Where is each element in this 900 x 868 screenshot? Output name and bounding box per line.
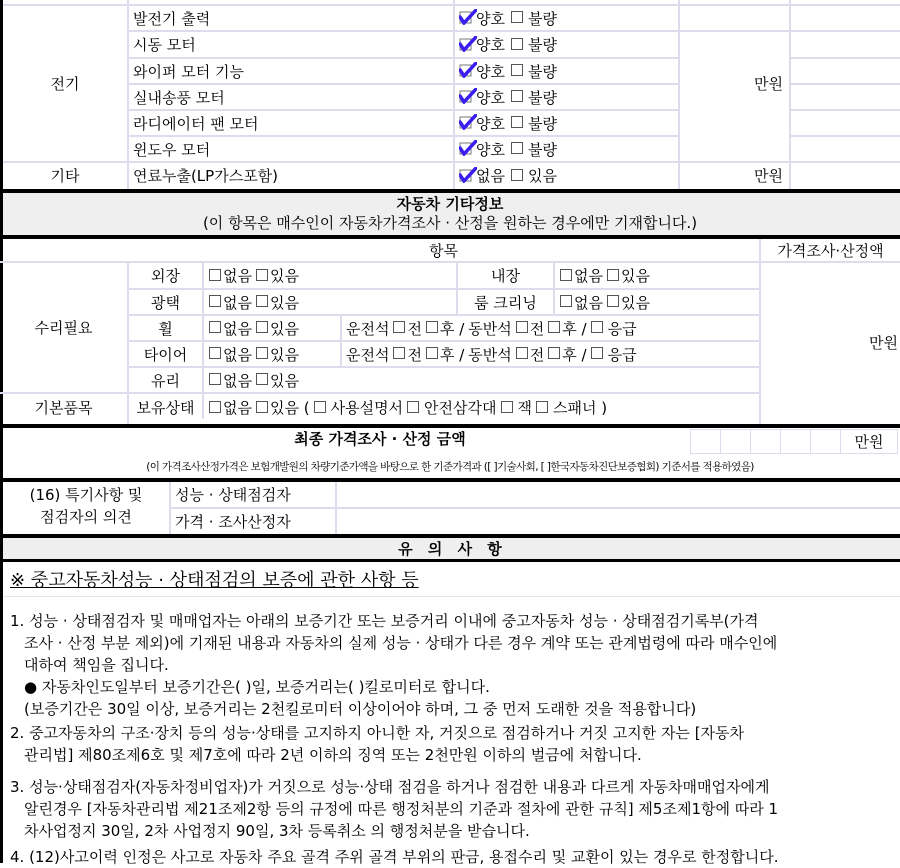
note-line: 대하여 책임을 집니다. bbox=[24, 656, 169, 674]
opinion-label-line1: (16) 특기사항 및 bbox=[29, 486, 143, 504]
option-exists: 있음 bbox=[269, 371, 299, 390]
checkbox[interactable] bbox=[607, 269, 619, 281]
condition-options bbox=[455, 32, 678, 57]
checkbox[interactable] bbox=[591, 347, 603, 359]
option-exists: 있음 bbox=[269, 267, 299, 285]
checked-checkbox[interactable] bbox=[459, 62, 475, 78]
unchecked-checkbox[interactable] bbox=[511, 142, 523, 154]
final-price-digit-boxes bbox=[690, 429, 900, 454]
checkbox[interactable] bbox=[256, 373, 268, 385]
checkbox[interactable] bbox=[393, 321, 405, 333]
option-good: 양호 bbox=[476, 9, 505, 28]
item-label: 와이퍼 모터 기능 bbox=[133, 62, 244, 81]
condition-options bbox=[455, 6, 678, 30]
glass-options bbox=[204, 368, 454, 392]
checkbox[interactable] bbox=[516, 347, 528, 359]
checkbox[interactable] bbox=[591, 321, 603, 333]
condition-options bbox=[455, 111, 678, 135]
item-label: 라디에이터 팬 모터 bbox=[133, 114, 259, 133]
electric-section bbox=[0, 0, 900, 190]
exterior-label: 외장 bbox=[151, 267, 180, 285]
final-price-unit: 만원 bbox=[840, 429, 898, 454]
option-bad: 불량 bbox=[527, 62, 557, 81]
checkbox[interactable] bbox=[426, 321, 438, 333]
final-price-title: 최종 가격조사 · 산정 금액 bbox=[294, 429, 466, 448]
driver-seat-label: 운전석 bbox=[346, 345, 390, 364]
extra-info-subtitle: (이 항목은 매수인이 자동차가격조사 · 산정을 원하는 경우에만 기재합니다.) bbox=[202, 214, 698, 232]
digit-box[interactable] bbox=[810, 429, 841, 454]
front-label: 전 bbox=[407, 345, 422, 364]
checkbox[interactable] bbox=[501, 401, 513, 413]
tire-position-options bbox=[342, 342, 759, 366]
checked-checkbox[interactable] bbox=[459, 88, 475, 104]
note-line: (보증기간은 30일 이상, 보증거리는 2천킬로미터 이상이어야 하며, 그 중 먼저 도래한 것을 적용합니다) bbox=[24, 700, 697, 718]
wheel-options bbox=[204, 316, 340, 340]
option-bad: 불량 bbox=[527, 88, 557, 107]
manual-label: 사용설명서 bbox=[330, 399, 404, 417]
appraiser-label: 가격 · 조사산정자 bbox=[175, 513, 291, 531]
rear-label: 후 / bbox=[439, 345, 465, 364]
gloss-label: 광택 bbox=[151, 293, 180, 312]
wheel-label: 휠 bbox=[158, 319, 173, 338]
option-bad: 불량 bbox=[527, 114, 557, 133]
option-bad: 불량 bbox=[527, 36, 557, 54]
front-label: 전 bbox=[407, 319, 422, 338]
note-line: 차사업정지 30일, 2차 사업정지 90일, 3차 등록취소 의 행정처분을 받습니다. bbox=[24, 822, 530, 840]
rear-label: 후 / bbox=[562, 319, 587, 338]
passenger-seat-label: 동반석 bbox=[468, 319, 512, 338]
item-label: 발전기 출력 bbox=[133, 9, 211, 28]
checkbox[interactable] bbox=[548, 321, 560, 333]
checkbox[interactable] bbox=[256, 269, 268, 281]
exterior-options bbox=[204, 263, 454, 288]
warranty-heading-text: ※ 중고자동차성능 · 상태점검의 보증에 관한 사항 등 bbox=[10, 570, 419, 591]
gloss-options bbox=[204, 290, 454, 314]
note-line: 1. 성능 · 상태점검자 및 매매업자는 아래의 보증기간 또는 보증거리 이내에 중고자동차 성능 · 상태점검기록부(가격 bbox=[10, 612, 759, 630]
warranty-heading bbox=[10, 566, 900, 594]
condition-options bbox=[455, 137, 678, 161]
item-label: 시동 모터 bbox=[133, 36, 196, 54]
condition-options bbox=[455, 85, 678, 109]
checkbox[interactable] bbox=[560, 295, 572, 307]
note-line: 조사 · 산정 부분 제외)에 기재된 내용과 자동차의 실제 성능 · 상태가 다른 경우 계약 또는 관계법령에 따라 매수인에 bbox=[24, 634, 778, 652]
checkbox[interactable] bbox=[256, 321, 268, 333]
emergency-label: 응급 bbox=[607, 319, 637, 338]
note-line: ● 자동차인도일부터 보증기간은( )일, 보증거리는( )킬로미터로 합니다. bbox=[24, 678, 490, 696]
checked-checkbox[interactable] bbox=[459, 140, 475, 156]
digit-box[interactable] bbox=[720, 429, 751, 454]
checkbox[interactable] bbox=[209, 373, 221, 385]
item-label: 연료누출(LP가스포함) bbox=[133, 167, 279, 185]
category-electric: 전기 bbox=[50, 75, 80, 93]
extra-info-grid bbox=[0, 239, 900, 425]
option-none: 없음 bbox=[223, 345, 252, 364]
opinion-label bbox=[3, 484, 169, 532]
option-bad: 불량 bbox=[527, 140, 557, 159]
checkbox[interactable] bbox=[516, 321, 528, 333]
tire-label: 타이어 bbox=[143, 345, 188, 364]
checked-checkbox[interactable] bbox=[459, 167, 475, 183]
col-header-item: 항목 bbox=[429, 241, 458, 260]
checkbox[interactable] bbox=[426, 347, 438, 359]
tire-options bbox=[204, 342, 340, 366]
note-paragraph-1 bbox=[10, 610, 900, 720]
item-label: 윈도우 모터 bbox=[133, 140, 211, 159]
option-exists: 있음 bbox=[269, 319, 299, 338]
category-basic-items: 기본품목 bbox=[34, 399, 93, 417]
note-line: 3. 성능·상태점검자(자동차정비업자)가 거짓으로 성능·상태 점검을 하거나 점검한 내용과 다르게 자동차매매업자에게 bbox=[10, 778, 770, 796]
digit-box[interactable] bbox=[750, 429, 781, 454]
option-none: 없음 bbox=[574, 267, 603, 285]
option-none: 없음 bbox=[476, 167, 505, 185]
note-line: 관리법] 제80조제6호 및 제7호에 따라 2년 이하의 징역 또는 2천만원 이하의 벌금에 처합니다. bbox=[24, 746, 642, 764]
glass-label: 유리 bbox=[151, 371, 180, 390]
note-paragraph-2 bbox=[10, 722, 900, 766]
checkbox[interactable] bbox=[560, 269, 572, 281]
checkbox[interactable] bbox=[256, 295, 268, 307]
checkbox[interactable] bbox=[393, 347, 405, 359]
other-price-unit: 만원 bbox=[754, 167, 783, 185]
option-good: 양호 bbox=[476, 140, 505, 159]
unchecked-checkbox[interactable] bbox=[511, 64, 523, 76]
category-other: 기타 bbox=[50, 167, 80, 185]
checkbox[interactable] bbox=[536, 401, 548, 413]
notes-title: 유 의 사 항 bbox=[398, 540, 502, 558]
checkbox[interactable] bbox=[256, 401, 268, 413]
digit-box[interactable] bbox=[780, 429, 811, 454]
option-none: 없음 bbox=[223, 399, 252, 417]
option-none: 없음 bbox=[223, 371, 252, 390]
interior-options bbox=[555, 263, 759, 288]
unchecked-checkbox[interactable] bbox=[511, 116, 523, 128]
rear-label: 후 / bbox=[562, 345, 587, 364]
option-bad: 불량 bbox=[527, 9, 557, 28]
front-label: 전 bbox=[529, 319, 545, 338]
spanner-label: 스패너 ) bbox=[553, 399, 608, 417]
possession-label: 보유상태 bbox=[136, 399, 195, 417]
unchecked-checkbox[interactable] bbox=[511, 38, 523, 50]
option-none: 없음 bbox=[223, 267, 252, 285]
interior-label: 내장 bbox=[491, 267, 520, 285]
note-line: 알린경우 [자동차관리법 제21조제2항 등의 규정에 따른 행정처분의 기준과 절차에 관한 규칙] 제5조제1항에 따라 1 bbox=[24, 800, 779, 818]
option-exists: 있음 bbox=[269, 345, 299, 364]
checkbox[interactable] bbox=[407, 401, 419, 413]
room-cleaning-label: 룸 크리닝 bbox=[474, 293, 537, 312]
option-exists: 있음 bbox=[269, 293, 299, 312]
digit-box[interactable] bbox=[690, 429, 721, 454]
note-line: 2. 중고자동차의 구조·장치 등의 성능·상태를 고지하지 아니한 자, 거짓으로 점검하거나 거짓 고지한 자는 [자동차 bbox=[10, 724, 745, 742]
unchecked-checkbox[interactable] bbox=[511, 90, 523, 102]
item-label: 실내송풍 모터 bbox=[133, 88, 225, 107]
opinion-label-line2: 점검자의 의견 bbox=[40, 508, 132, 526]
option-good: 양호 bbox=[476, 36, 505, 54]
final-price-note: (이 가격조사산정가격은 보험개발원의 차량기준가액을 바탕으로 한 기준가격과 ([ ]기술사회, [ ]한국자동차진단보증협회) 기준서를 적용하였음) bbox=[146, 460, 754, 473]
note-line: 4. (12)사고이력 인정은 사고로 자동차 주요 골격 주위 골격 부위의 판금, 용접수리 및 교환이 있는 경우로 한정합니다. bbox=[10, 848, 779, 866]
option-exists: 있음 bbox=[620, 293, 650, 312]
checkbox[interactable] bbox=[209, 347, 221, 359]
option-exists: 있음 bbox=[620, 267, 650, 285]
front-label: 전 bbox=[529, 345, 545, 364]
checked-checkbox[interactable] bbox=[459, 36, 475, 52]
passenger-seat-label: 동반석 bbox=[468, 345, 512, 364]
checkbox[interactable] bbox=[607, 295, 619, 307]
checkbox[interactable] bbox=[209, 269, 221, 281]
option-none: 없음 bbox=[223, 319, 252, 338]
checkbox[interactable] bbox=[314, 401, 326, 413]
note-paragraph-3 bbox=[10, 776, 900, 842]
basic-items-options bbox=[204, 394, 759, 421]
unchecked-checkbox[interactable] bbox=[511, 11, 523, 23]
room-cleaning-options bbox=[555, 290, 759, 314]
checkbox[interactable] bbox=[256, 347, 268, 359]
emergency-label: 응급 bbox=[607, 345, 637, 364]
inspector-opinion-field[interactable] bbox=[337, 482, 900, 507]
checkbox[interactable] bbox=[209, 401, 221, 413]
opinion-section bbox=[0, 482, 900, 534]
extra-info-title: 자동차 기타정보 bbox=[396, 194, 504, 213]
triangle-label: 안전삼각대 bbox=[424, 399, 497, 417]
option-good: 양호 bbox=[476, 114, 505, 133]
wheel-position-options bbox=[342, 316, 759, 340]
checked-checkbox[interactable] bbox=[459, 9, 475, 25]
option-exists: 있음 bbox=[527, 167, 557, 185]
appraiser-opinion-field[interactable] bbox=[337, 509, 900, 534]
option-good: 양호 bbox=[476, 88, 505, 107]
option-exists: 있음 ( bbox=[269, 399, 310, 417]
fuel-leak-options bbox=[455, 163, 678, 188]
electric-notes-cell[interactable] bbox=[791, 6, 900, 161]
jack-label: 잭 bbox=[517, 399, 532, 417]
extra-info-price-unit: 만원 bbox=[869, 333, 898, 352]
option-good: 양호 bbox=[476, 62, 505, 81]
checkbox[interactable] bbox=[209, 295, 221, 307]
option-none: 없음 bbox=[574, 293, 603, 312]
driver-seat-label: 운전석 bbox=[346, 319, 390, 338]
inspector-label: 성능 · 상태점검자 bbox=[175, 486, 291, 504]
note-paragraph-4 bbox=[10, 846, 900, 868]
electric-price-unit: 만원 bbox=[754, 75, 783, 93]
checkbox[interactable] bbox=[209, 321, 221, 333]
unchecked-checkbox[interactable] bbox=[511, 169, 523, 181]
checkbox[interactable] bbox=[548, 347, 560, 359]
checked-checkbox[interactable] bbox=[459, 114, 475, 130]
condition-options bbox=[455, 59, 678, 83]
category-repair: 수리필요 bbox=[34, 319, 93, 337]
rear-label: 후 / bbox=[439, 319, 465, 338]
col-header-price: 가격조사·산정액 bbox=[777, 241, 884, 260]
option-none: 없음 bbox=[223, 293, 252, 312]
